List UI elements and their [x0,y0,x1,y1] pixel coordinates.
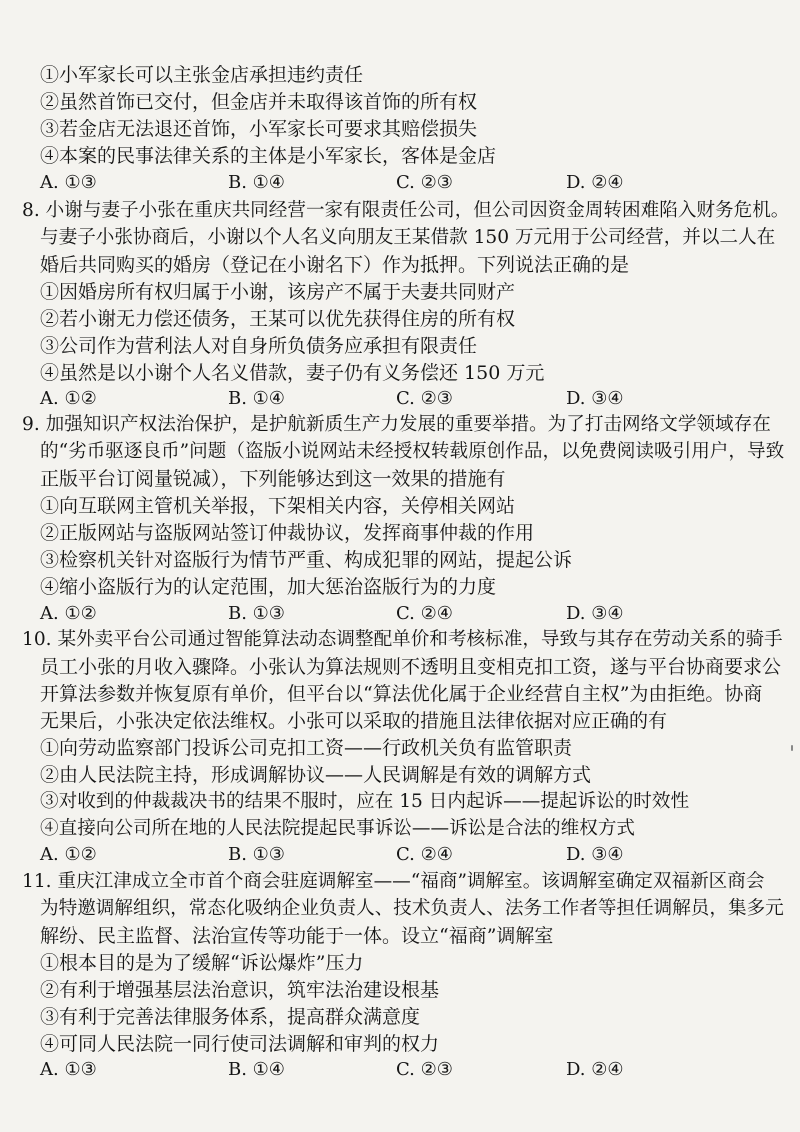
q9-statement-3: ③检察机关针对盗版行为情节严重、构成犯罪的网站，提起公诉 [40,549,573,571]
q9-statement-4: ④缩小盗版行为的认定范围，加大惩治盗版行为的力度 [40,576,497,598]
q10-option-a: A. ①② [40,844,97,865]
q10-stem-line-2: 员工小张的月收入骤降。小张认为算法规则不透明且变相克扣工资，遂与平台协商要求公 [40,656,782,678]
q11-option-d: D. ②④ [566,1059,624,1080]
q10-option-c: C. ②④ [396,844,453,865]
q9-option-c: C. ②④ [396,603,453,624]
q7-statement-4: ④本案的民事法律关系的主体是小军家长，客体是金店 [40,145,497,167]
q8-stem-line-3: 婚后共同购买的婚房（登记在小谢名下）作为抵押。下列说法正确的是 [40,254,630,276]
q10-option-b: B. ①③ [228,844,285,865]
scan-speck-mark [791,745,793,751]
q10-statement-3: ③对收到的仲裁裁决书的结果不服时，应在 15 日内起诉——提起诉讼的时效性 [40,791,690,812]
q7-option-b: B. ①④ [228,172,285,193]
q8-option-b: B. ①④ [228,388,285,409]
q7-statement-1: ①小军家长可以主张金店承担违约责任 [40,64,364,86]
q10-statement-1: ①向劳动监察部门投诉公司克扣工资——行政机关负有监管职责 [40,737,573,759]
q7-statement-2: ②虽然首饰已交付，但金店并未取得该首饰的所有权 [40,91,478,113]
q9-stem-line-1: 9. 加强知识产权法治保护，是护航新质生产力发展的重要举措。为了打击网络文学领域存在 [22,414,771,435]
q8-stem-line-1: 8. 小谢与妻子小张在重庆共同经营一家有限责任公司，但公司因资金周转困难陷入财务危机。 [22,200,790,221]
q11-statement-1: ①根本目的是为了缓解“诉讼爆炸”压力 [40,952,364,974]
q7-statement-3: ③若金店无法退还首饰，小军家长可要求其赔偿损失 [40,118,478,140]
q10-stem-line-4: 无果后，小张决定依法维权。小张可以采取的措施且法律依据对应正确的有 [40,710,668,732]
q11-stem-line-1: 11. 重庆江津成立全市首个商会驻庭调解室——“福商”调解室。该调解室确定双福新区商会 [22,871,765,892]
q9-option-d: D. ③④ [566,603,624,624]
q8-statement-1: ①因婚房所有权归属于小谢，该房产不属于夫妻共同财产 [40,281,516,303]
q10-stem-line-1: 10. 某外卖平台公司通过智能算法动态调整配单价和考核标准，导致与其存在劳动关系的骑手 [22,629,783,650]
q11-statement-2: ②有利于增强基层法治意识，筑牢法治建设根基 [40,979,440,1001]
q8-statement-3: ③公司作为营利法人对自身所负债务应承担有限责任 [40,335,478,357]
q9-stem-line-3: 正版平台订阅量锐减），下列能够达到这一效果的措施有 [40,468,506,490]
q8-option-d: D. ③④ [566,388,624,409]
q11-option-a: A. ①③ [40,1059,97,1080]
q9-stem-line-2: 的“劣币驱逐良币”问题（盗版小说网站未经授权转载原创作品，以免费阅读吸引用户，导致 [40,441,785,462]
q7-option-a: A. ①③ [40,172,97,193]
q11-stem-line-3: 解纷、民主监督、法治宣传等功能于一体。设立“福商”调解室 [40,925,554,947]
q11-option-b: B. ①④ [228,1059,285,1080]
q11-statement-3: ③有利于完善法律服务体系，提高群众满意度 [40,1006,421,1028]
q11-option-c: C. ②③ [396,1059,453,1080]
q11-stem-line-2: 为特邀调解组织，常态化吸纳企业负责人、技术负责人、法务工作者等担任调解员，集多元 [40,898,784,919]
q8-stem-line-2: 与妻子小张协商后，小谢以个人名义向朋友王某借款 150 万元用于公司经营，并以二人在 [40,227,776,248]
q9-statement-2: ②正版网站与盗版网站签订仲裁协议，发挥商事仲裁的作用 [40,522,535,544]
q9-option-a: A. ①② [40,603,97,624]
q9-option-b: B. ①③ [228,603,285,624]
q10-option-d: D. ③④ [566,844,624,865]
q8-statement-4: ④虽然是以小谢个人名义借款，妻子仍有义务偿还 150 万元 [40,362,545,384]
q8-option-c: C. ②③ [396,388,453,409]
q8-statement-2: ②若小谢无力偿还债务，王某可以优先获得住房的所有权 [40,308,516,330]
q10-statement-2: ②由人民法院主持，形成调解协议——人民调解是有效的调解方式 [40,764,592,786]
q7-option-d: D. ②④ [566,172,624,193]
q9-statement-1: ①向互联网主管机关举报，下架相关内容，关停相关网站 [40,495,516,517]
q10-stem-line-3: 开算法参数并恢复原有单价，但平台以“算法优化属于企业经营自主权”为由拒绝。协商 [40,683,763,705]
q11-statement-4: ④可同人民法院一同行使司法调解和审判的权力 [40,1033,440,1055]
q8-option-a: A. ①② [40,388,97,409]
q7-option-c: C. ②③ [396,172,453,193]
q10-statement-4: ④直接向公司所在地的人民法院提起民事诉讼——诉讼是合法的维权方式 [40,818,636,839]
